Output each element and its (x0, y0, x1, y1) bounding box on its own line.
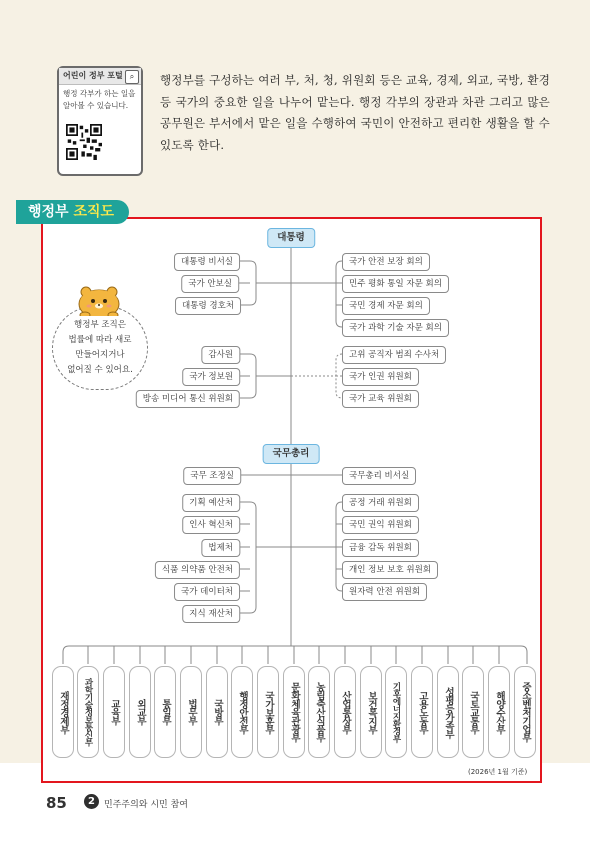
president-org-right-1: 민주 평화 통일 자문 회의 (342, 275, 449, 293)
ministry-box-4: 통일부 (154, 666, 176, 758)
portal-title: 어린이 정부 포털 (59, 68, 141, 85)
pm-org-left-5: 지식 재산처 (182, 605, 240, 623)
president-box: 대통령 (267, 228, 315, 248)
pm-org-left-4: 국가 데이터처 (174, 583, 240, 601)
pm-org-right-4: 원자력 안전 위원회 (342, 583, 427, 601)
ministry-box-16: 국토교통부 (462, 666, 484, 758)
intro-paragraph: 행정부를 구성하는 여러 부, 처, 청, 위원회 등은 교육, 경제, 외교, 국방, 환경 등 국가의 중요한 일을 나누어 맡는다. 행정 각부의 장관과 차관 그리고 많은 공무원은 부서에서 맡은 일을 수행하여 국민이 안전하고 편리한 생활을 할 수 있도록 한다. (160, 73, 550, 152)
pm-org-left-1: 인사 혁신처 (182, 516, 240, 534)
pm-org-right-3: 개인 정보 보호 위원회 (342, 561, 438, 579)
ministry-box-9: 문화체육관광부 (283, 666, 305, 758)
prime-minister-box: 국무총리 (263, 444, 320, 464)
pm-org-right-top: 국무총리 비서실 (342, 467, 416, 485)
mascot-note-line: 행정부 조직은 (74, 320, 126, 330)
section-tag-prefix: 행정부 (28, 204, 74, 220)
ministry-box-6: 국방부 (206, 666, 228, 758)
pm-org-right-0: 공정 거래 위원회 (342, 494, 419, 512)
president-org-right-6: 국가 교육 위원회 (342, 390, 419, 408)
ministry-box-3: 외교부 (129, 666, 151, 758)
president-org-right-5: 국가 인권 위원회 (342, 368, 419, 386)
pm-org-right-1: 국민 권익 위원회 (342, 516, 419, 534)
ministry-box-14: 고용노동부 (411, 666, 433, 758)
president-org-right-0: 국가 안전 보장 회의 (342, 253, 430, 271)
ministry-box-12: 보건복지부 (360, 666, 382, 758)
mascot-note-line: 없어질 수 있어요. (67, 365, 133, 375)
president-org-left-4: 국가 정보원 (182, 368, 240, 386)
president-org-left-3: 감사원 (201, 346, 240, 364)
ministry-box-13: 기후에너지환경부 (385, 666, 407, 758)
pm-org-left-0: 기획 예산처 (182, 494, 240, 512)
president-org-right-4: 고위 공직자 범죄 수사처 (342, 346, 446, 364)
mascot-character-icon (76, 282, 122, 316)
president-org-left-2: 대통령 경호처 (175, 297, 241, 315)
portal-description: 행정 각부가 하는 일을 알아볼 수 있습니다. (63, 89, 136, 110)
page-number: 85 (46, 794, 67, 812)
ministry-box-8: 국가보훈부 (257, 666, 279, 758)
ministry-box-2: 교육부 (103, 666, 125, 758)
section-tag-highlight: 조직도 (73, 204, 115, 220)
pm-org-left-top: 국무 조정실 (183, 467, 241, 485)
ministry-box-0: 재정경제부 (52, 666, 74, 758)
ministry-box-10: 농림축산식품부 (308, 666, 330, 758)
chapter-number-badge: 2 (84, 794, 99, 809)
ministry-box-7: 행정안전부 (231, 666, 253, 758)
president-org-left-0: 대통령 비서실 (174, 253, 240, 271)
ministry-box-5: 법무부 (180, 666, 202, 758)
pm-org-right-2: 금융 감독 위원회 (342, 539, 419, 557)
ministry-box-18: 중소벤처기업부 (514, 666, 536, 758)
mascot-speech-bubble (52, 306, 148, 390)
president-org-left-1: 국가 안보실 (181, 275, 239, 293)
chapter-title: 민주주의와 시민 참여 (104, 800, 188, 810)
president-org-right-3: 국가 과학 기술 자문 회의 (342, 319, 449, 337)
ministry-box-17: 해양수산부 (488, 666, 510, 758)
base-date-note: (2026년 1월 기준) (468, 768, 528, 776)
mascot-note-line: 만들어지거나 (75, 350, 125, 360)
pm-org-left-3: 식품 의약품 안전처 (155, 561, 240, 579)
pm-org-left-2: 법제처 (201, 539, 240, 557)
ministry-box-11: 산업통상부 (334, 666, 356, 758)
search-icon: ⌕ (125, 70, 139, 84)
ministry-box-1: 과학기술정보통신부 (77, 666, 99, 758)
mascot-note-line: 법률에 따라 새로 (68, 335, 132, 345)
president-org-right-2: 국민 경제 자문 회의 (342, 297, 430, 315)
president-org-left-5: 방송 미디어 통신 위원회 (136, 390, 240, 408)
ministry-box-15: 성평등가족부 (437, 666, 459, 758)
